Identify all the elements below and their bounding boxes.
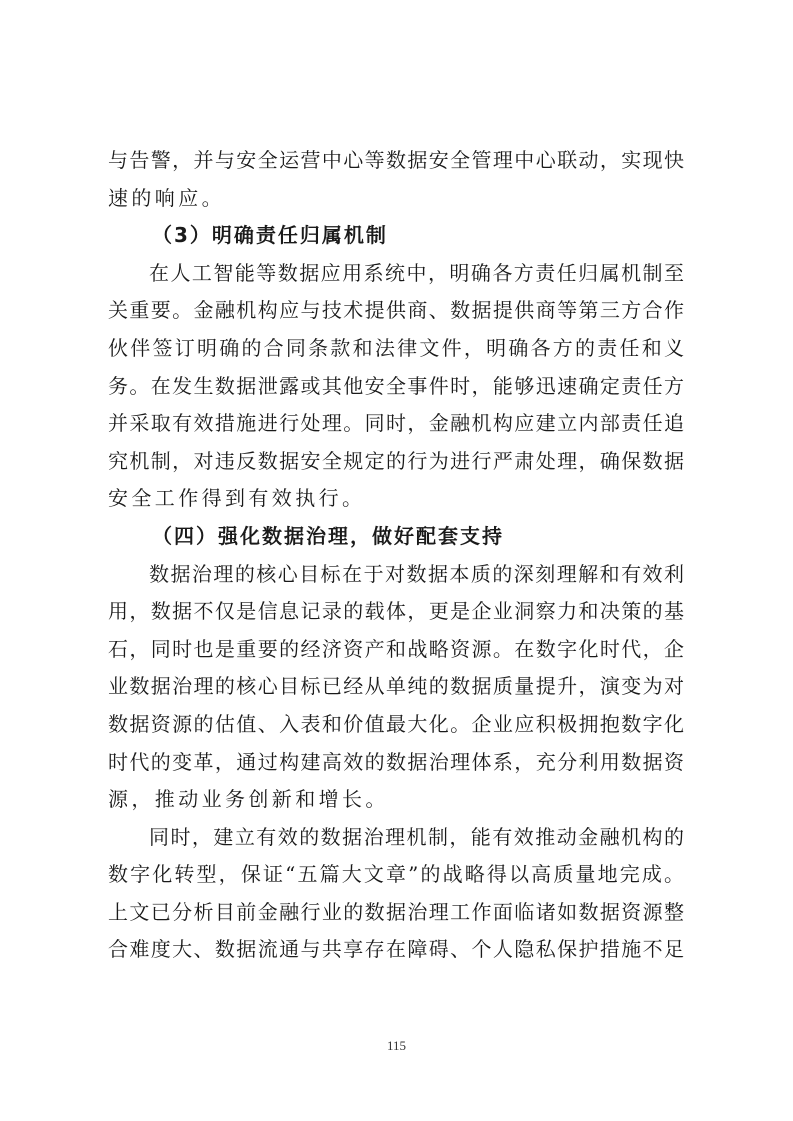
paragraph-line: 时代的变革，通过构建高效的数据治理体系，充分利用数据资 [108,749,684,774]
paragraph-line: 究机制，对违反数据安全规定的行为进行严肃处理，确保数据 [108,448,684,473]
paragraph-line: 源，推动业务创新和增长。 [108,787,389,812]
paragraph-line: 务。在发生数据泄露或其他安全事件时，能够迅速确定责任方 [108,373,684,398]
paragraph-line: 数字化转型，保证“五篇大文章”的战略得以高质量地完成。 [108,862,684,887]
paragraph-line: 上文已分析目前金融行业的数据治理工作面临诸如数据资源整 [108,899,684,924]
paragraph-line: 业数据治理的核心目标已经从单纯的数据质量提升，演变为对 [108,674,684,699]
paragraph-line: 并采取有效措施进行处理。同时，金融机构应建立内部责任追 [108,411,684,436]
paragraph-line: 伙伴签订明确的合同条款和法律文件，明确各方的责任和义 [108,335,684,360]
paragraph-line: 数据资源的估值、入表和价值最大化。企业应积极拥抱数字化 [108,711,684,736]
paragraph-line: 在人工智能等数据应用系统中，明确各方责任归属机制至 [149,260,684,285]
body-text [108,142,684,969]
paragraph-line: 用，数据不仅是信息记录的载体，更是企业洞察力和决策的基 [108,599,684,624]
paragraph-line: 安全工作得到有效执行。 [108,486,366,511]
section-heading: （3）明确责任归属机制 [152,223,388,248]
paragraph-line: 速的响应。 [108,185,225,210]
page-number: 115 [386,1038,407,1053]
paragraph-line: 关重要。金融机构应与技术提供商、数据提供商等第三方合作 [108,298,684,323]
paragraph-line: 石，同时也是重要的经济资产和战略资源。在数字化时代，企 [108,636,684,661]
paragraph-line: 数据治理的核心目标在于对数据本质的深刻理解和有效利 [149,561,684,586]
paragraph-line: 合难度大、数据流通与共享存在障碍、个人隐私保护措施不足 [108,937,684,962]
paragraph-line: 同时，建立有效的数据治理机制，能有效推动金融机构的 [149,824,684,849]
section-heading: （四）强化数据治理，做好配套支持 [152,523,504,548]
paragraph-line: 与告警，并与安全运营中心等数据安全管理中心联动，实现快 [108,148,684,172]
